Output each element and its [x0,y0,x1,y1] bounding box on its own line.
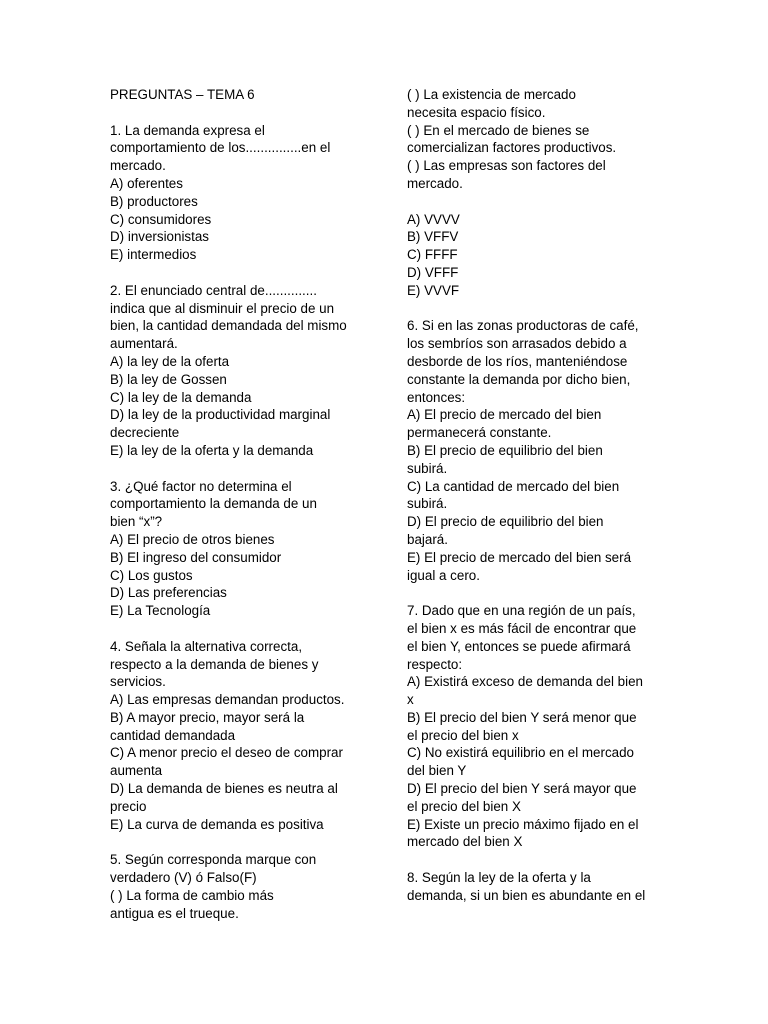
page-title: PREGUNTAS – TEMA 6 [110,87,255,102]
question-3-option: C) Los gustos [110,567,193,583]
question-5-option: C) FFFF [407,247,458,263]
question-1 [110,122,372,264]
question-2-text-line: indica que al disminuir el precio de un [110,300,335,316]
question-4-text-line: 4. Señala la alternativa correcta, [110,638,303,654]
question-6-option: igual a cero. [407,567,480,583]
question-7-option: B) El precio del bien Y será menor que [407,709,637,725]
question-4-option: D) La demanda de bienes es neutra al [110,781,338,797]
question-4-option: aumenta [110,763,163,779]
question-1-text-line: mercado. [110,158,166,174]
question-6-option: subirá. [407,496,448,512]
question-5-statement: antigua es el trueque. [110,905,239,921]
spacer [407,193,669,211]
question-5-statement: ( ) Las empresas son factores del [407,158,606,174]
question-4-text-line: servicios. [110,674,166,690]
question-8 [407,869,669,905]
question-5-text-line: verdadero (V) ó Falso(F) [110,870,257,886]
question-5-statement: necesita espacio físico. [407,104,546,120]
question-3 [110,478,372,620]
question-1-option: C) consumidores [110,211,212,227]
question-7-option: x [407,692,414,708]
question-5-option: D) VFFF [407,264,459,280]
question-7-option: A) Existirá exceso de demanda del bien [407,674,643,690]
question-6-option: E) El precio de mercado del bien será [407,549,632,565]
right-column [407,86,669,905]
question-6-option: D) El precio de equilibrio del bien [407,514,604,530]
question-6-option: subirá. [407,460,448,476]
question-7-text-line: 7. Dado que en una región de un país, [407,603,636,619]
left-column [110,86,372,922]
question-2-option: E) la ley de la oferta y la demanda [110,442,314,458]
question-6-text-line: desborde de los ríos, manteniéndose [407,353,628,369]
question-1-text-line: 1. La demanda expresa el [110,122,265,138]
question-4-text-line: respecto a la demanda de bienes y [110,656,319,672]
question-5-statement: ( ) En el mercado de bienes se [407,122,590,138]
question-3-text-line: 3. ¿Qué factor no determina el [110,478,292,494]
question-2-option: D) la ley de la productividad marginal [110,407,331,423]
question-5-statement: comercializan factores productivos. [407,140,617,156]
question-4-option: B) A mayor precio, mayor será la [110,709,305,725]
question-6-option: B) El precio de equilibrio del bien [407,442,603,458]
question-2-option: C) la ley de la demanda [110,389,252,405]
question-2-option: B) la ley de Gossen [110,371,227,387]
question-1-option: B) productores [110,193,198,209]
question-1-option: D) inversionistas [110,229,209,245]
question-7-option: el precio del bien X [407,798,521,814]
question-7-option: del bien Y [407,763,467,779]
question-7-text-line: el bien Y, entonces se puede afirmará [407,638,631,654]
question-7-option: el precio del bien x [407,727,519,743]
question-2-option: decreciente [110,425,180,441]
question-2-text-line: bien, la cantidad demandada del mismo [110,318,347,334]
question-4-option: A) Las empresas demandan productos. [110,692,345,708]
question-5 [110,851,372,922]
question-5-continued [407,86,669,300]
question-2 [110,282,372,460]
question-8-text-line: demanda, si un bien es abundante en el [407,887,646,903]
question-8-text-line: 8. Según la ley de la oferta y la [407,870,591,886]
question-6 [407,317,669,584]
question-5-option: B) VFFV [407,229,459,245]
question-7 [407,602,669,851]
question-5-option: A) VVVV [407,211,460,227]
question-6-text-line: entonces: [407,389,466,405]
question-6-option: permanecerá constante. [407,425,552,441]
question-3-option: B) El ingreso del consumidor [110,549,282,565]
question-7-text-line: el bien x es más fácil de encontrar que [407,620,637,636]
question-6-option: A) El precio de mercado del bien [407,407,602,423]
question-6-option: bajará. [407,531,448,547]
question-4-option: cantidad demandada [110,727,236,743]
question-6-text-line: 6. Si en las zonas productoras de café, [407,318,639,334]
question-1-text-line: comportamiento de los...............en el [110,140,331,156]
question-2-option: A) la ley de la oferta [110,353,230,369]
question-7-text-line: respecto: [407,656,463,672]
question-1-option: A) oferentes [110,175,183,191]
question-4-option: precio [110,798,147,814]
question-1-option: E) intermedios [110,247,197,263]
question-2-text-line: aumentará. [110,336,178,352]
question-7-option: mercado del bien X [407,834,523,850]
question-2-text-line: 2. El enunciado central de.............. [110,282,317,298]
question-7-option: D) El precio del bien Y será mayor que [407,781,637,797]
question-4-option: E) La curva de demanda es positiva [110,816,324,832]
question-6-option: C) La cantidad de mercado del bien [407,478,620,494]
question-5-statement: ( ) La forma de cambio más [110,887,274,903]
question-7-option: E) Existe un precio máximo fijado en el [407,816,639,832]
question-5-statement: ( ) La existencia de mercado [407,87,576,102]
question-3-option: E) La Tecnología [110,603,211,619]
question-6-text-line: los sembríos son arrasados debido a [407,336,627,352]
question-4-option: C) A menor precio el deseo de comprar [110,745,343,761]
question-3-option: A) El precio de otros bienes [110,531,275,547]
question-3-text-line: bien “x”? [110,514,163,530]
question-3-text-line: comportamiento la demanda de un [110,496,317,512]
question-6-text-line: constante la demanda por dicho bien, [407,371,631,387]
question-5-text-line: 5. Según corresponda marque con [110,852,317,868]
question-5-option: E) VVVF [407,282,460,298]
question-7-option: C) No existirá equilibrio en el mercado [407,745,634,761]
question-5-statement: mercado. [407,175,463,191]
question-4 [110,638,372,834]
question-3-option: D) Las preferencias [110,585,227,601]
